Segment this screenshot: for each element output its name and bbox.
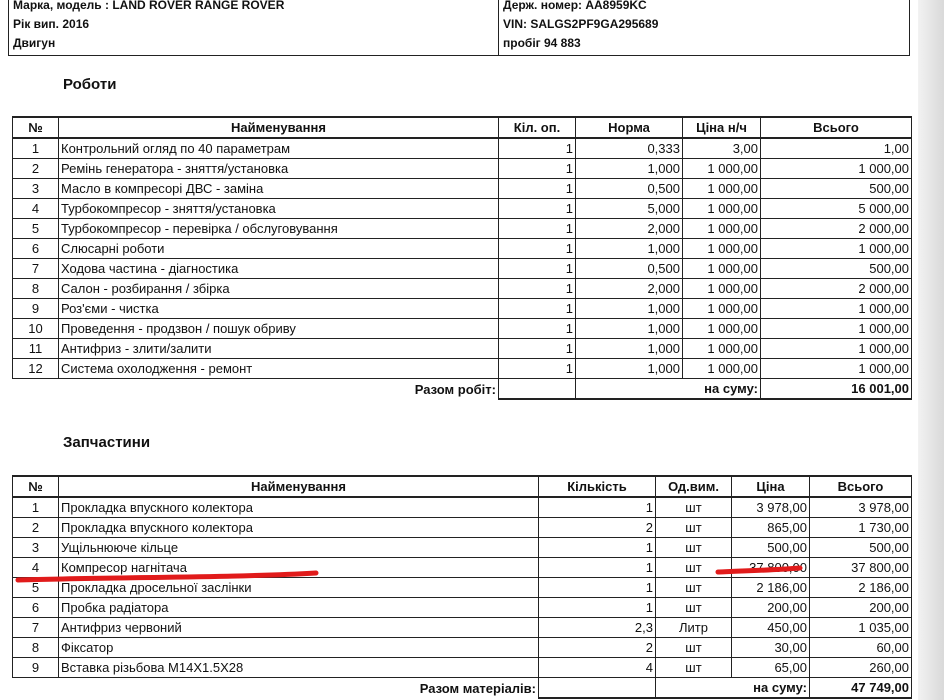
table-cell: 1: [499, 299, 576, 319]
table-cell: Система охолодження - ремонт: [59, 359, 499, 379]
col-number: №: [13, 476, 59, 497]
table-cell: 5,000: [576, 199, 683, 219]
table-cell: Турбокомпресор - перевірка / обслуговування: [59, 219, 499, 239]
table-cell: 1 000,00: [683, 299, 761, 319]
table-cell: 1: [539, 497, 656, 518]
table-cell: 500,00: [761, 259, 912, 279]
table-cell: 1,000: [576, 159, 683, 179]
engine: Двигун: [13, 36, 56, 50]
table-cell: шт: [656, 598, 732, 618]
table-cell: 1 000,00: [683, 179, 761, 199]
col-number: №: [13, 117, 59, 138]
table-row: [13, 219, 912, 239]
table-cell: 1: [499, 359, 576, 379]
table-cell: 1: [499, 279, 576, 299]
table-cell: 1: [13, 138, 59, 159]
table-cell: 200,00: [732, 598, 810, 618]
table-row: [13, 179, 912, 199]
page-edge-shadow: [918, 0, 944, 700]
mileage: пробіг 94 883: [503, 36, 581, 50]
parts-total-value: 47 749,00: [810, 678, 912, 699]
table-cell: 2 186,00: [732, 578, 810, 598]
works-total-label: Разом робіт:: [414, 381, 496, 397]
table-cell: 1 000,00: [761, 319, 912, 339]
col-hour-price: Ціна н/ч: [683, 117, 761, 138]
table-row: [13, 558, 912, 578]
table-cell: 1: [539, 598, 656, 618]
table-cell: 1,000: [576, 239, 683, 259]
table-cell: Прокладка впускного колектора: [59, 518, 539, 538]
parts-total-row: [13, 678, 912, 699]
table-cell: шт: [656, 558, 732, 578]
table-cell: 1: [499, 199, 576, 219]
table-cell: 1 000,00: [761, 239, 912, 259]
table-cell: 1 730,00: [810, 518, 912, 538]
table-cell: 1,000: [576, 359, 683, 379]
table-row: [13, 578, 912, 598]
table-cell: 37 800,00: [810, 558, 912, 578]
table-cell: Литр: [656, 618, 732, 638]
table-cell: 10: [13, 319, 59, 339]
table-row: [13, 199, 912, 219]
table-cell: Турбокомпресор - зняття/установка: [59, 199, 499, 219]
table-cell: Прокладка впускного колектора: [59, 497, 539, 518]
table-cell: 1 000,00: [761, 359, 912, 379]
table-cell: 5: [13, 219, 59, 239]
table-row: [13, 159, 912, 179]
table-cell: Слюсарні роботи: [59, 239, 499, 259]
table-cell: 0,500: [576, 179, 683, 199]
parts-table: [12, 475, 912, 699]
col-price: Ціна: [732, 476, 810, 497]
works-total-row: [13, 379, 912, 400]
table-cell: 4: [13, 558, 59, 578]
table-cell: 1,000: [576, 299, 683, 319]
table-cell: Компресор нагнітача: [59, 558, 539, 578]
table-row: [13, 518, 912, 538]
table-cell: Ущільнююче кільце: [59, 538, 539, 558]
table-cell: шт: [656, 497, 732, 518]
table-cell: 500,00: [810, 538, 912, 558]
table-cell: 9: [13, 299, 59, 319]
table-cell: Ходова частина - діагностика: [59, 259, 499, 279]
table-cell: 1: [539, 578, 656, 598]
table-cell: 2,000: [576, 219, 683, 239]
table-row: [13, 497, 912, 518]
table-cell: 1 000,00: [683, 319, 761, 339]
table-cell: 1: [499, 339, 576, 359]
table-cell: Антифриз - злити/залити: [59, 339, 499, 359]
table-row: [13, 538, 912, 558]
table-cell: 260,00: [810, 658, 912, 678]
year: Рік вип. 2016: [13, 17, 90, 31]
table-cell: 3: [13, 179, 59, 199]
table-row: [13, 319, 912, 339]
table-cell: Масло в компресорі ДВС - заміна: [59, 179, 499, 199]
table-cell: 5 000,00: [761, 199, 912, 219]
table-cell: 3,00: [683, 138, 761, 159]
make-model: Марка, модель : LAND ROVER RANGE ROVER: [13, 0, 285, 12]
table-cell: 1: [499, 219, 576, 239]
table-cell: Проведення - продзвон / пошук обриву: [59, 319, 499, 339]
table-cell: Антифриз червоний: [59, 618, 539, 638]
parts-rows: [13, 497, 912, 678]
table-cell: 1 000,00: [683, 159, 761, 179]
table-cell: 1: [499, 259, 576, 279]
table-cell: 1 000,00: [761, 339, 912, 359]
table-cell: 1 000,00: [683, 219, 761, 239]
col-operations: Кіл. оп.: [499, 117, 576, 138]
table-cell: 30,00: [732, 638, 810, 658]
table-cell: 11: [13, 339, 59, 359]
table-cell: 2: [539, 518, 656, 538]
table-cell: 865,00: [732, 518, 810, 538]
table-cell: Салон - розбирання / збірка: [59, 279, 499, 299]
table-row: [13, 299, 912, 319]
table-row: [13, 259, 912, 279]
table-cell: 6: [13, 598, 59, 618]
col-name: Найменування: [59, 117, 499, 138]
parts-sum-label: на суму:: [656, 678, 810, 699]
table-cell: 1 000,00: [761, 299, 912, 319]
table-cell: 1 000,00: [683, 279, 761, 299]
header-divider: [498, 0, 499, 55]
parts-total-label: Разом матеріалів:: [419, 680, 536, 696]
table-cell: Ремінь генератора - зняття/установка: [59, 159, 499, 179]
table-cell: 4: [539, 658, 656, 678]
vehicle-header: [8, 0, 910, 56]
table-cell: 2 000,00: [761, 219, 912, 239]
table-cell: 1 000,00: [683, 199, 761, 219]
table-cell: 6: [13, 239, 59, 259]
table-cell: 7: [13, 618, 59, 638]
table-cell: 2: [13, 518, 59, 538]
table-cell: 12: [13, 359, 59, 379]
table-cell: Фіксатор: [59, 638, 539, 658]
table-cell: 2: [539, 638, 656, 658]
col-name: Найменування: [59, 476, 539, 497]
table-cell: 450,00: [732, 618, 810, 638]
table-cell: 1: [499, 179, 576, 199]
table-cell: 1: [499, 159, 576, 179]
table-row: [13, 598, 912, 618]
table-cell: 1 000,00: [683, 259, 761, 279]
works-sum-label: на суму:: [576, 379, 761, 400]
table-cell: 500,00: [732, 538, 810, 558]
table-cell: 1,000: [576, 319, 683, 339]
table-row: [13, 279, 912, 299]
table-cell: 1: [499, 138, 576, 159]
table-cell: шт: [656, 518, 732, 538]
table-cell: шт: [656, 638, 732, 658]
col-norm: Норма: [576, 117, 683, 138]
table-cell: 2,3: [539, 618, 656, 638]
table-row: [13, 658, 912, 678]
table-cell: 1: [13, 497, 59, 518]
table-cell: 2 186,00: [810, 578, 912, 598]
table-cell: 1,00: [761, 138, 912, 159]
table-row: [13, 339, 912, 359]
table-cell: 3 978,00: [810, 497, 912, 518]
works-table: [12, 116, 912, 400]
table-cell: 4: [13, 199, 59, 219]
table-cell: 65,00: [732, 658, 810, 678]
table-row: [13, 359, 912, 379]
table-cell: 1 000,00: [683, 339, 761, 359]
vin: VIN: SALGS2PF9GA295689: [503, 17, 659, 31]
table-cell: Вставка різьбова М14Х1.5Х28: [59, 658, 539, 678]
table-cell: 1: [499, 239, 576, 259]
table-cell: 0,333: [576, 138, 683, 159]
parts-title: Запчастини: [63, 434, 151, 451]
table-cell: 1 035,00: [810, 618, 912, 638]
table-cell: 8: [13, 638, 59, 658]
table-cell: Пробка радіатора: [59, 598, 539, 618]
table-cell: шт: [656, 538, 732, 558]
col-quantity: Кількість: [539, 476, 656, 497]
table-cell: 1,000: [576, 339, 683, 359]
table-cell: 1: [539, 558, 656, 578]
table-cell: шт: [656, 658, 732, 678]
col-total: Всього: [810, 476, 912, 497]
table-cell: 2 000,00: [761, 279, 912, 299]
table-cell: 500,00: [761, 179, 912, 199]
table-cell: 1 000,00: [683, 239, 761, 259]
table-cell: 37 800,00: [732, 558, 810, 578]
col-total: Всього: [761, 117, 912, 138]
table-cell: 5: [13, 578, 59, 598]
table-cell: 8: [13, 279, 59, 299]
table-cell: 7: [13, 259, 59, 279]
plate-number: Держ. номер: AA8959KC: [503, 0, 647, 12]
table-cell: 2: [13, 159, 59, 179]
works-title: Роботи: [63, 76, 117, 93]
table-cell: Контрольний огляд по 40 параметрам: [59, 138, 499, 159]
table-cell: 1: [539, 538, 656, 558]
table-cell: Роз'єми - чистка: [59, 299, 499, 319]
table-cell: шт: [656, 578, 732, 598]
table-cell: 1: [499, 319, 576, 339]
works-total-value: 16 001,00: [761, 379, 912, 400]
table-row: [13, 239, 912, 259]
table-cell: 200,00: [810, 598, 912, 618]
table-cell: 2,000: [576, 279, 683, 299]
table-row: [13, 138, 912, 159]
table-cell: 1 000,00: [761, 159, 912, 179]
works-rows: [13, 138, 912, 379]
table-cell: 60,00: [810, 638, 912, 658]
table-cell: 0,500: [576, 259, 683, 279]
table-row: [13, 618, 912, 638]
table-cell: 3 978,00: [732, 497, 810, 518]
table-row: [13, 638, 912, 658]
table-cell: 3: [13, 538, 59, 558]
table-cell: 1 000,00: [683, 359, 761, 379]
col-unit: Од.вим.: [656, 476, 732, 497]
table-cell: Прокладка дросельної заслінки: [59, 578, 539, 598]
table-cell: 9: [13, 658, 59, 678]
